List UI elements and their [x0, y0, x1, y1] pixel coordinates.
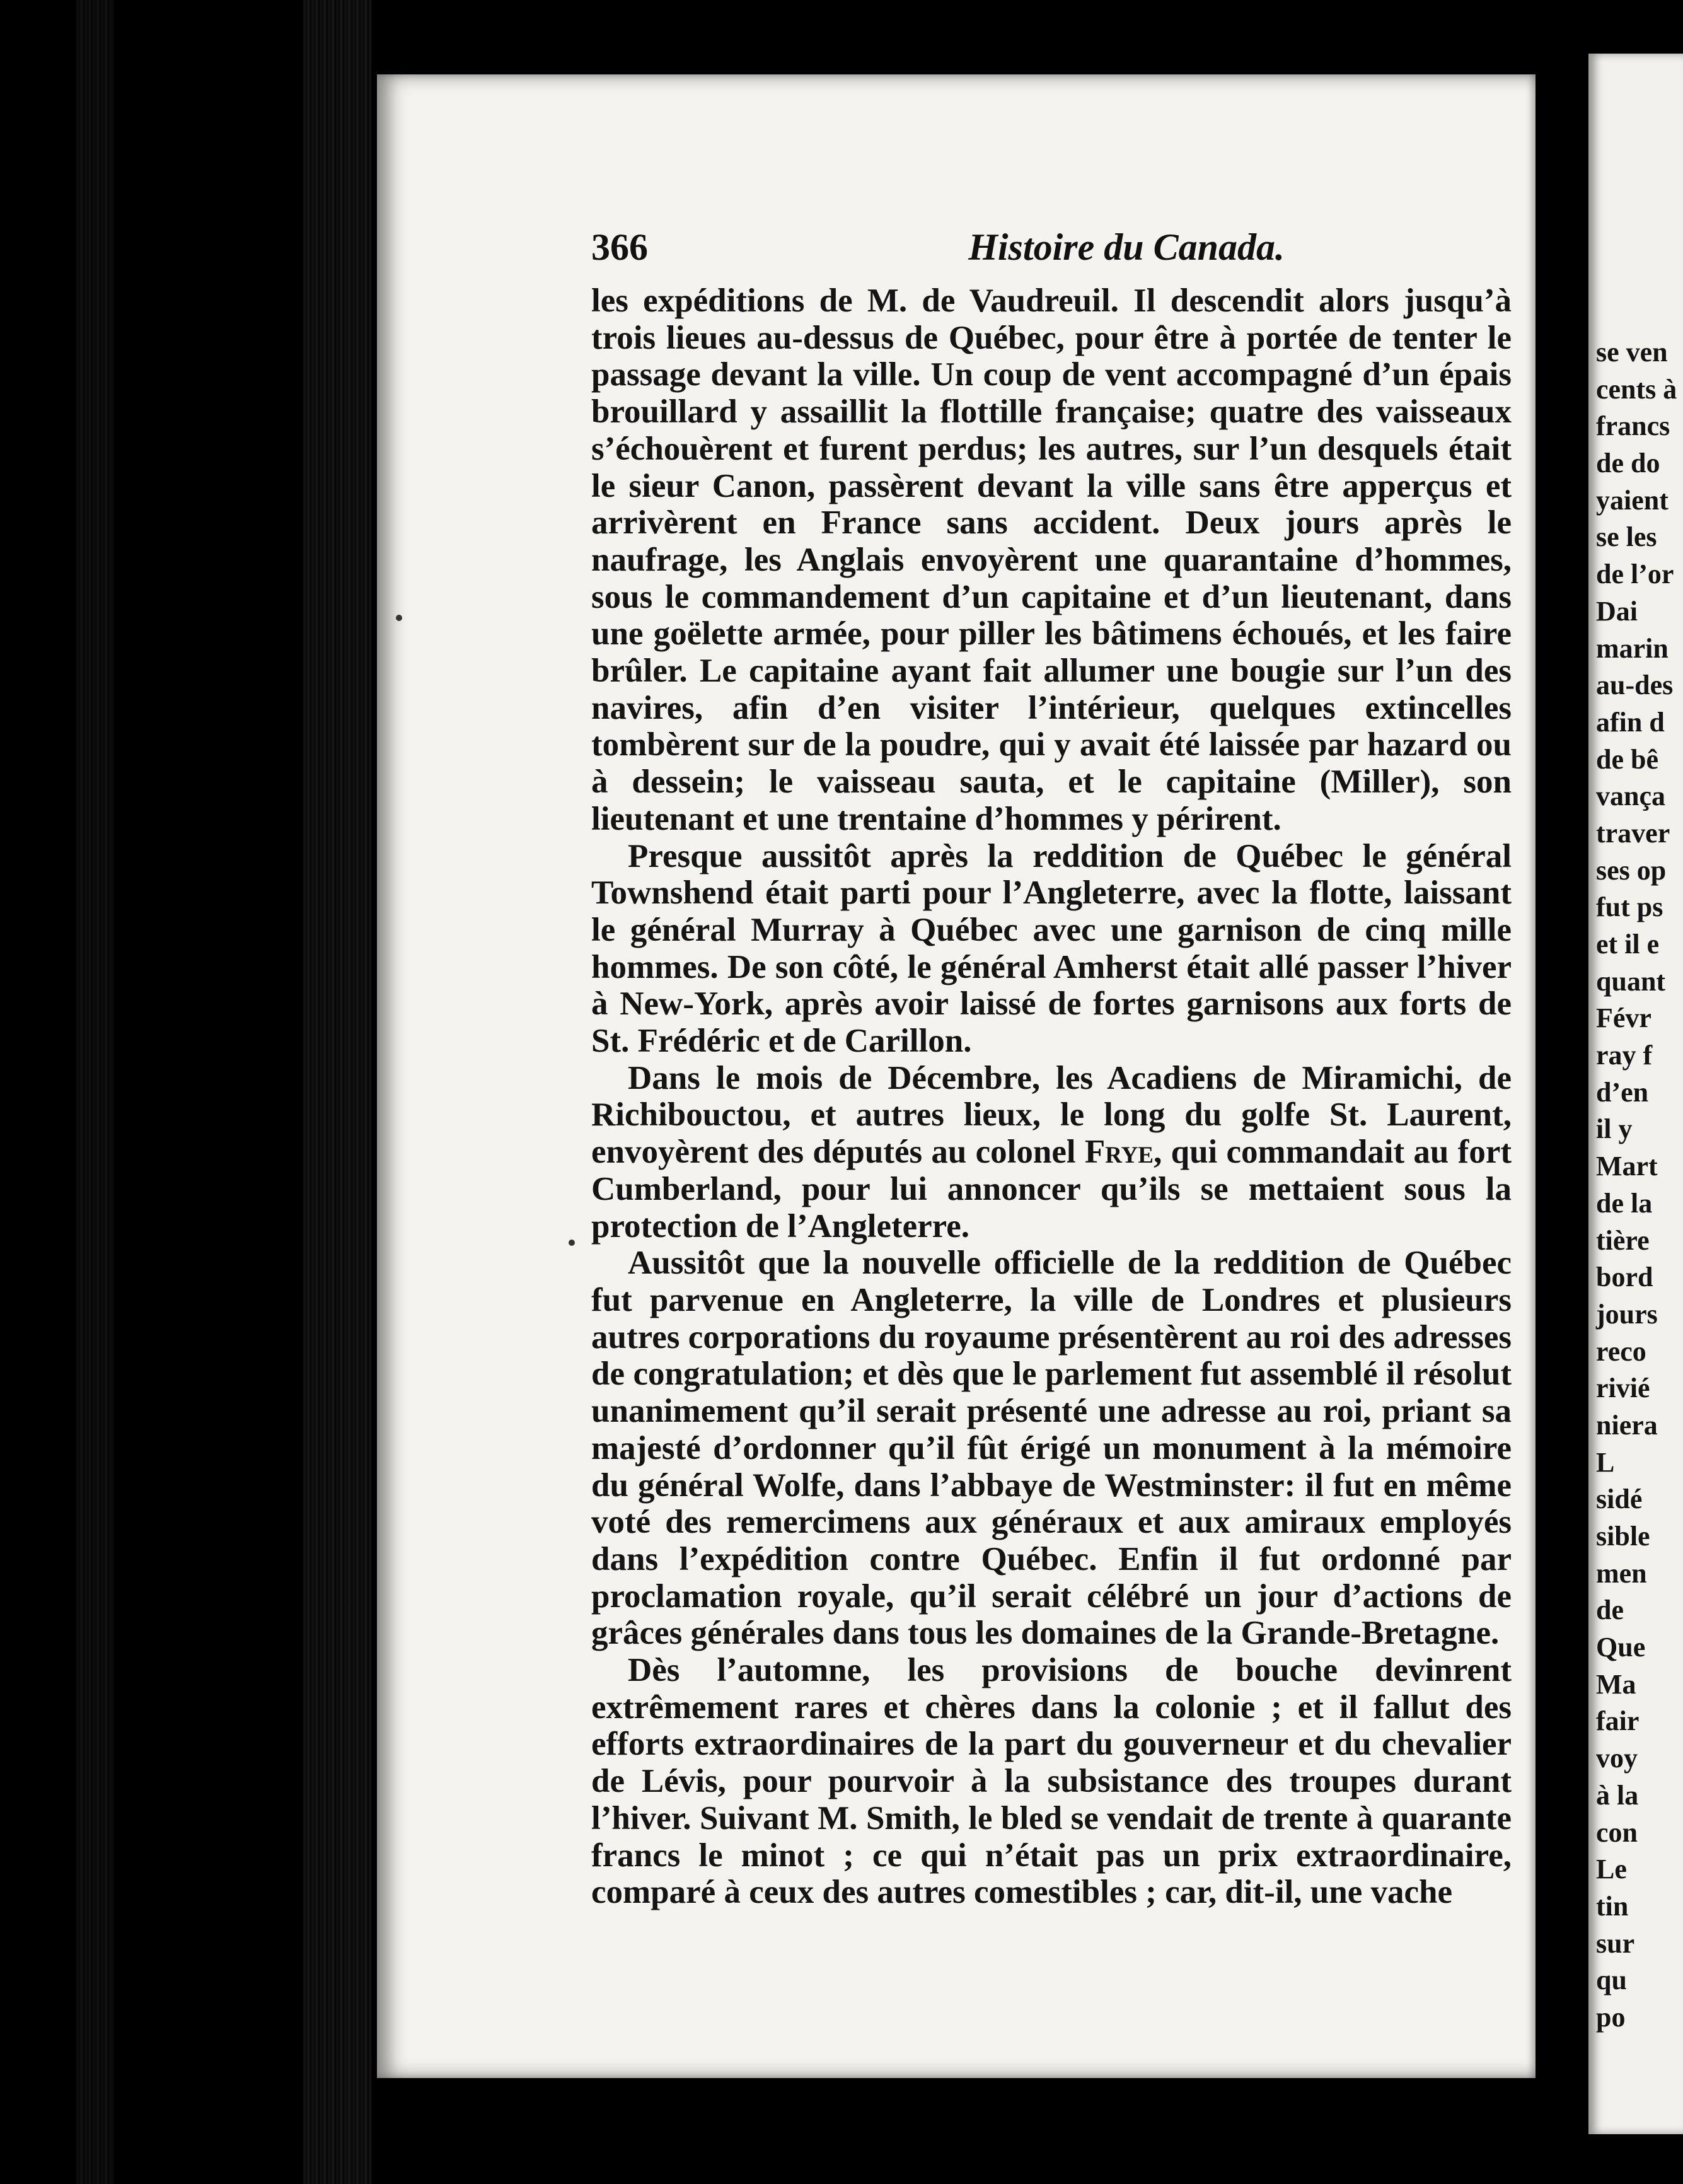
adjacent-page-line: de: [1596, 1594, 1624, 1626]
adjacent-page-line: se ven: [1596, 337, 1668, 368]
adjacent-page-line: po: [1596, 2001, 1626, 2033]
adjacent-page-line: Févr: [1596, 1002, 1651, 1034]
person-name-smallcaps: Frye: [1084, 1134, 1154, 1171]
adjacent-page-line: tin: [1596, 1890, 1629, 1922]
adjacent-page-line: ray f: [1596, 1040, 1653, 1071]
page-header: [591, 226, 1285, 289]
adjacent-page-line: d’en: [1596, 1076, 1649, 1108]
running-title: Histoire du Canada.: [968, 226, 1285, 268]
paragraph: [591, 1060, 1512, 1245]
paragraph: [591, 282, 1512, 838]
adjacent-page-line: men: [1596, 1557, 1647, 1589]
paragraph-text: Presque aussitôt après la reddition de Québec le général Townshend était parti pour l’Angleterre, avec la flotte, laissant le général Murray à Québec avec une garnison de cinq mille hommes. De son côté, le général Amherst était allé passer l’hiver à New-York, après avoir laissé de fortes garnisons aux forts de St. Frédéric et de Carillon.: [591, 837, 1512, 1060]
adjacent-page-line: se les: [1596, 521, 1657, 553]
paragraph: [591, 1245, 1512, 1652]
paragraph-text: les expéditions de M. de Vaudreuil. Il descendit alors jusqu’à trois lieues au-dessus de Québec, pour être à portée de tenter le passage devant la ville. Un coup de vent accompagné d’un épais brouillard y assaillit la flottille française; quatre des vaisseaux s’échouèrent et furent perdus; les autres, sur l’un desquels était le sieur Canon, passèrent devant la ville sans être apperçus et arrivèrent en France sans accident. Deux jours après le naufrage, les Anglais envoyèrent une quarantaine d’hommes, sous le commandement d’un capitaine et d’un lieutenant, dans une goëlette armée, pour piller les bâtimens échoués, et les faire brûler. Le capitaine ayant fait allumer une bougie sur l’un des navires, afin d’en visiter l’intérieur, quelques extincelles tombèrent sur de la poudre, qui y avait été laissée par hazard ou à dessein; le vaisseau sauta, et le capitaine (Miller), son lieutenant et une trentaine d’hommes y périrent.: [591, 282, 1512, 837]
adjacent-page-line: yaient: [1596, 484, 1669, 516]
book-binding-shadow: [303, 0, 372, 2184]
adjacent-page-line: fut ps: [1596, 892, 1663, 923]
adjacent-page-line: reco: [1596, 1335, 1646, 1367]
adjacent-page-line: ses op: [1596, 854, 1667, 886]
adjacent-page-line: de bê: [1596, 743, 1658, 775]
paragraph: [591, 1652, 1512, 1911]
adjacent-page-line: au-des: [1596, 670, 1674, 701]
adjacent-page-line: quant: [1596, 965, 1666, 997]
adjacent-page-line: à la: [1596, 1779, 1639, 1811]
adjacent-page-line: sible: [1596, 1521, 1650, 1552]
ink-speck: [569, 1240, 575, 1246]
adjacent-page-line: rivié: [1596, 1373, 1650, 1404]
adjacent-page-line: de la: [1596, 1187, 1653, 1219]
adjacent-page-line: Que: [1596, 1632, 1646, 1663]
adjacent-page-line: voy: [1596, 1743, 1638, 1774]
adjacent-page-line: Le: [1596, 1854, 1627, 1885]
adjacent-page-line: marin: [1596, 632, 1669, 664]
adjacent-page-line: Ma: [1596, 1668, 1636, 1700]
adjacent-page-line: sur: [1596, 1927, 1635, 1959]
adjacent-page-fragment: [1588, 54, 1683, 2134]
adjacent-page-line: traver: [1596, 817, 1670, 849]
page-number: 366: [591, 226, 648, 268]
adjacent-page-line: francs: [1596, 410, 1670, 442]
adjacent-page-line: et il e: [1596, 929, 1660, 960]
paragraph-text: Dans le mois de Décembre, les Acadiens de Miramichi, de Richibouctou, et autres lieux, le long du golfe St. Laurent, envoyèrent des députés au colonel: [591, 1059, 1512, 1171]
paragraph: [591, 838, 1512, 1060]
adjacent-page-line: afin d: [1596, 706, 1665, 738]
adjacent-page-line: de l’or: [1596, 559, 1674, 590]
adjacent-page-line: niera: [1596, 1409, 1658, 1441]
adjacent-page-line: tière: [1596, 1224, 1650, 1256]
paragraph-text: Dès l’automne, les provisions de bouche devinrent extrêmement rares et chères dans la colonie ; et il fallut des efforts extraordinaires de la part du gouverneur et du chevalier de Lévis, pour pourvoir à la subsistance des troupes durant l’hiver. Suivant M. Smith, le bled se vendait de trente à quarante francs le minot ; ce qui n’était pas un prix extraordinaire, comparé à ceux des autres comestibles ; car, dit-il, une vache: [591, 1652, 1512, 1911]
adjacent-page-line: Dai: [1596, 595, 1638, 627]
paragraph-text: Aussitôt que la nouvelle officielle de la reddition de Québec fut parvenue en Angleterre, la ville de Londres et plusieurs autres corporations du royaume présentèrent au roi des adresses de congratulation; et dès que le parlement fut assemblé il résolut unanimement qu’il serait présenté une adresse au roi, priant sa majesté d’ordonner qu’il fût érigé un monument à la mémoire du général Wolfe, dans l’abbaye de Westminster: il fut en même voté des remercimens aux généraux et aux amiraux employés dans l’expédition contre Québec. Enfin il fut ordonné par proclamation royale, qu’il serait célébré un jour d’actions de grâces générales dans tous les domaines de la Grande-Bretagne.: [591, 1245, 1512, 1652]
paragraph-text: , qui commandait au fort Cumberland, pour lui annoncer qu’ils se mettaient sous la protection de l’Angleterre.: [591, 1134, 1512, 1245]
adjacent-page-line: jours: [1596, 1298, 1658, 1330]
adjacent-page-line: con: [1596, 1816, 1638, 1848]
book-page: [377, 74, 1536, 2078]
adjacent-page-line: de do: [1596, 448, 1660, 479]
adjacent-page-line: bord: [1596, 1262, 1653, 1293]
book-edge-shadow: [76, 0, 113, 2184]
page-body: [591, 282, 1512, 1911]
ink-speck: [396, 615, 402, 621]
adjacent-page-lines: [1596, 334, 1677, 2036]
adjacent-page-line: L: [1596, 1446, 1615, 1478]
adjacent-page-line: qu: [1596, 1965, 1627, 1996]
adjacent-page-line: il y: [1596, 1113, 1633, 1145]
adjacent-page-line: fair: [1596, 1705, 1640, 1737]
adjacent-page-line: Mart: [1596, 1151, 1658, 1182]
adjacent-page-line: vança: [1596, 781, 1665, 812]
adjacent-page-line: sidé: [1596, 1484, 1643, 1515]
adjacent-page-line: cents à: [1596, 373, 1677, 405]
